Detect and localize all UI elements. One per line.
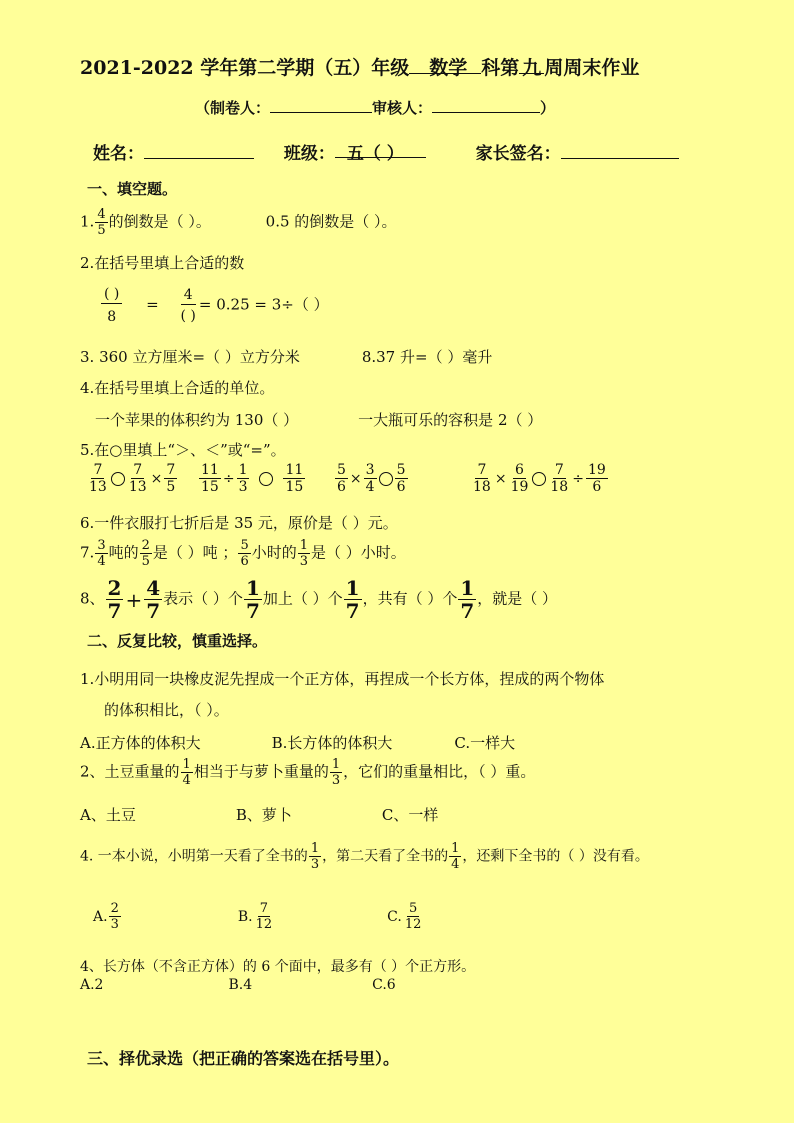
q-text: 一大瓶可乐的容积是 2（ ）	[358, 411, 543, 429]
fraction: $\frac{5}{12}$	[404, 901, 422, 932]
option-a[interactable]: A.2	[80, 977, 104, 993]
week-field	[519, 53, 544, 79]
fraction: $\frac{1}{3}$	[299, 538, 309, 569]
q1-2-text: 2.在括号里填上合适的数	[80, 254, 245, 272]
q-text: 4. 一本小说，小明第一天看了全书的	[80, 848, 308, 865]
compare-circle[interactable]	[532, 472, 546, 486]
q1-5-compare-3	[334, 463, 409, 494]
q-text: 相当于与萝卜重量的	[193, 762, 329, 781]
q-text: 加上（ ）个	[262, 589, 343, 608]
fraction: $\frac{7}{13}$	[89, 462, 107, 495]
title-prefix: 2021-2022 学年第二学期（五）年级	[80, 57, 410, 79]
option-a[interactable]	[93, 901, 122, 932]
fraction: $\frac{1}{4}$	[182, 757, 191, 788]
operator: ÷	[222, 470, 235, 487]
fraction: $\frac{1}{3}$	[310, 841, 320, 872]
class-field[interactable]	[335, 139, 426, 164]
q-text: 8.37 升=（ ）毫升	[361, 348, 493, 366]
q-text: ，它们的重量相比，（ ）重。	[343, 762, 536, 781]
class-label: 班级：	[283, 144, 335, 164]
q2-1-options	[80, 732, 515, 753]
q1-5-compare-4	[470, 463, 609, 494]
option-letter: C.	[387, 908, 402, 925]
fraction: $\frac{7}{5}$	[166, 462, 176, 495]
fraction: $\frac{7}{12}$	[255, 901, 273, 932]
operator: ÷	[572, 470, 584, 487]
maker-label: （制卷人：	[195, 98, 271, 117]
q2-2	[80, 758, 535, 787]
reviewer-blank[interactable]	[432, 96, 540, 113]
fraction: $\frac{3}{4}$	[97, 538, 106, 569]
fraction: $\frac{7}{13}$	[128, 462, 147, 495]
q1-7	[80, 539, 406, 568]
q-number: 8、	[80, 589, 105, 608]
option-b[interactable]: B.长方体的体积大	[271, 734, 393, 752]
q2-3	[80, 842, 649, 871]
section3-title: 三、择优录选（把正确的答案选在括号里）。	[87, 1049, 400, 1068]
maker-close: ）	[540, 98, 556, 117]
q1-3	[80, 346, 492, 367]
parent-sign-blank[interactable]	[561, 140, 679, 159]
fraction: $\frac{2}{5}$	[141, 538, 150, 569]
parent-label: 家长签名：	[475, 144, 561, 164]
fraction: $\frac{11}{15}$	[201, 462, 219, 495]
q-number: 7.	[80, 543, 95, 562]
q-text: ，就是（ ）	[477, 589, 558, 608]
q2-4: 4、长方体（不含正方体）的 6 个面中，最多有（ ）个正方形。	[80, 959, 476, 975]
operator: ×	[494, 470, 507, 487]
q1-8	[80, 578, 557, 621]
subject-value: 数学	[429, 57, 468, 79]
fraction: $\frac{1}{7}$	[245, 576, 260, 623]
option-b[interactable]: B、萝卜	[235, 806, 292, 824]
maker-line	[195, 96, 555, 118]
option-letter: A.	[93, 908, 108, 925]
q1-6: 6.一件衣服打七折后是 35 元，原价是（ ）元。	[80, 514, 398, 532]
operator: +	[125, 587, 143, 612]
q2-2-options	[80, 804, 438, 825]
q1-5-compare-2	[198, 463, 306, 494]
q-text: 一个苹果的体积约为 130（ ）	[95, 411, 299, 429]
fraction: $\frac{5}{6}$	[240, 538, 249, 569]
q-text: ，共有（ ）个	[362, 589, 458, 608]
q-number: 1.	[80, 212, 95, 231]
fraction: $\frac{( )}{8}$	[101, 287, 122, 324]
fraction: $\frac{7}{18}$	[550, 462, 569, 495]
q-text: 的倒数是（ ）。	[108, 212, 211, 231]
fraction: $\frac{1}{3}$	[238, 462, 248, 495]
page-title	[80, 53, 639, 80]
fraction: $\frac{4}{5}$	[97, 207, 106, 238]
q1-4-text: 4.在括号里填上合适的单位。	[80, 379, 275, 397]
fraction: $\frac{5}{6}$	[396, 462, 406, 495]
section1-title: 一、填空题。	[87, 180, 178, 198]
q2-1-line1: 1.小明用同一块橡皮泥先捏成一个正方体，再捏成一个长方体，捏成的两个物体	[80, 670, 605, 688]
fraction: $\frac{19}{6}$	[587, 462, 606, 495]
q-text: 是（ ）吨 ；	[152, 543, 238, 562]
fraction: $\frac{3}{4}$	[365, 462, 375, 495]
q-text: 吨的	[108, 543, 139, 562]
q1-1	[80, 208, 397, 237]
week-value: 九	[522, 57, 542, 79]
option-c[interactable]	[387, 901, 424, 932]
fraction: $\frac{7}{18}$	[473, 462, 491, 495]
class-value: 五（ ）	[346, 144, 404, 164]
q-text: = 0.25 = 3÷（ ）	[198, 295, 329, 314]
option-c[interactable]: C、一样	[381, 806, 439, 824]
q2-1-line2: 的体积相比，（ ）。	[104, 701, 229, 719]
q-text: ，还剩下全书的（ ）没有看。	[462, 848, 649, 865]
reviewer-label: 审核人：	[372, 98, 433, 117]
q-text: 小时的	[251, 543, 297, 562]
fraction: $\frac{4}{7}$	[146, 576, 161, 623]
q-text: 3. 360 立方厘米=（ ）立方分米	[80, 348, 300, 366]
option-b[interactable]: B.4	[228, 977, 253, 993]
section2-title: 二、反复比较，慎重选择。	[87, 632, 268, 650]
q1-4-items	[95, 409, 542, 430]
fraction: $\frac{1}{3}$	[331, 757, 341, 788]
fraction: $\frac{4}{( )}$	[180, 287, 196, 324]
title-mid: 科第	[481, 57, 520, 79]
fraction: $\frac{2}{7}$	[107, 576, 122, 623]
q1-5-compare-1	[86, 463, 178, 494]
q2-4-options	[80, 977, 396, 993]
title-suffix: 周周末作业	[544, 57, 640, 79]
q-text: ，第二天看了全书的	[322, 848, 449, 865]
q-text: 表示（ ）个	[163, 589, 243, 608]
compare-circle[interactable]	[259, 472, 273, 486]
q2-3-options	[93, 902, 424, 931]
option-c[interactable]: C.一样大	[454, 734, 516, 752]
operator: ×	[349, 470, 362, 487]
student-info	[93, 139, 679, 164]
q-text: 2、土豆重量的	[80, 762, 180, 781]
compare-circle[interactable]	[111, 472, 125, 486]
name-label: 姓名：	[93, 144, 144, 164]
fraction: $\frac{2}{3}$	[110, 901, 119, 932]
q-text: 是（ ）小时。	[311, 543, 406, 562]
fraction: $\frac{6}{19}$	[510, 462, 529, 495]
fraction: $\frac{11}{15}$	[285, 462, 304, 495]
fraction: $\frac{5}{6}$	[337, 462, 346, 495]
fraction: $\frac{1}{4}$	[451, 841, 460, 872]
q1-2-equation	[100, 287, 329, 324]
option-letter: B.	[237, 908, 253, 925]
option-b[interactable]	[237, 901, 275, 932]
option-a[interactable]: A、土豆	[80, 806, 136, 824]
equals: =	[146, 295, 159, 314]
compare-circle[interactable]	[379, 472, 393, 486]
subject-field	[409, 53, 481, 79]
q-text: 0.5 的倒数是（ ）。	[265, 212, 397, 231]
q1-5-text: 5.在○里填上“＞、＜”或“=”。	[80, 441, 286, 459]
operator: ×	[150, 470, 163, 487]
fraction: $\frac{1}{7}$	[345, 576, 360, 623]
option-c[interactable]: C.6	[372, 977, 396, 993]
fraction: $\frac{1}{7}$	[460, 576, 475, 623]
option-a[interactable]: A.正方体的体积大	[80, 734, 201, 752]
maker-blank[interactable]	[270, 96, 372, 113]
name-blank[interactable]	[144, 140, 254, 159]
